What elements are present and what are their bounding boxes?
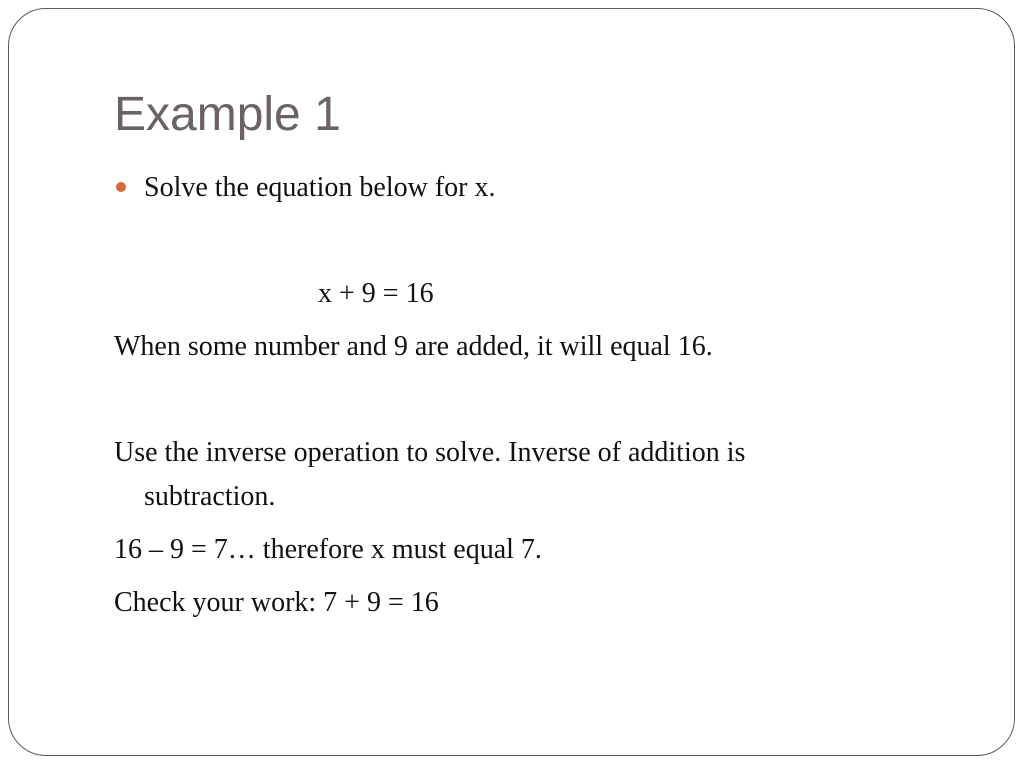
explanation-line: When some number and 9 are added, it will equal 16.	[114, 331, 713, 362]
slide-title: Example 1	[114, 88, 341, 141]
bullet-text: Solve the equation below for x.	[144, 172, 496, 203]
result-line: 16 – 9 = 7… therefore x must equal 7.	[114, 534, 542, 565]
inverse-line-2: subtraction.	[144, 481, 276, 512]
check-line: Check your work: 7 + 9 = 16	[114, 587, 439, 618]
bullet-dot-icon	[116, 182, 126, 192]
equation: x + 9 = 16	[318, 278, 434, 309]
inverse-line-1: Use the inverse operation to solve. Inverse of addition is	[114, 437, 746, 468]
